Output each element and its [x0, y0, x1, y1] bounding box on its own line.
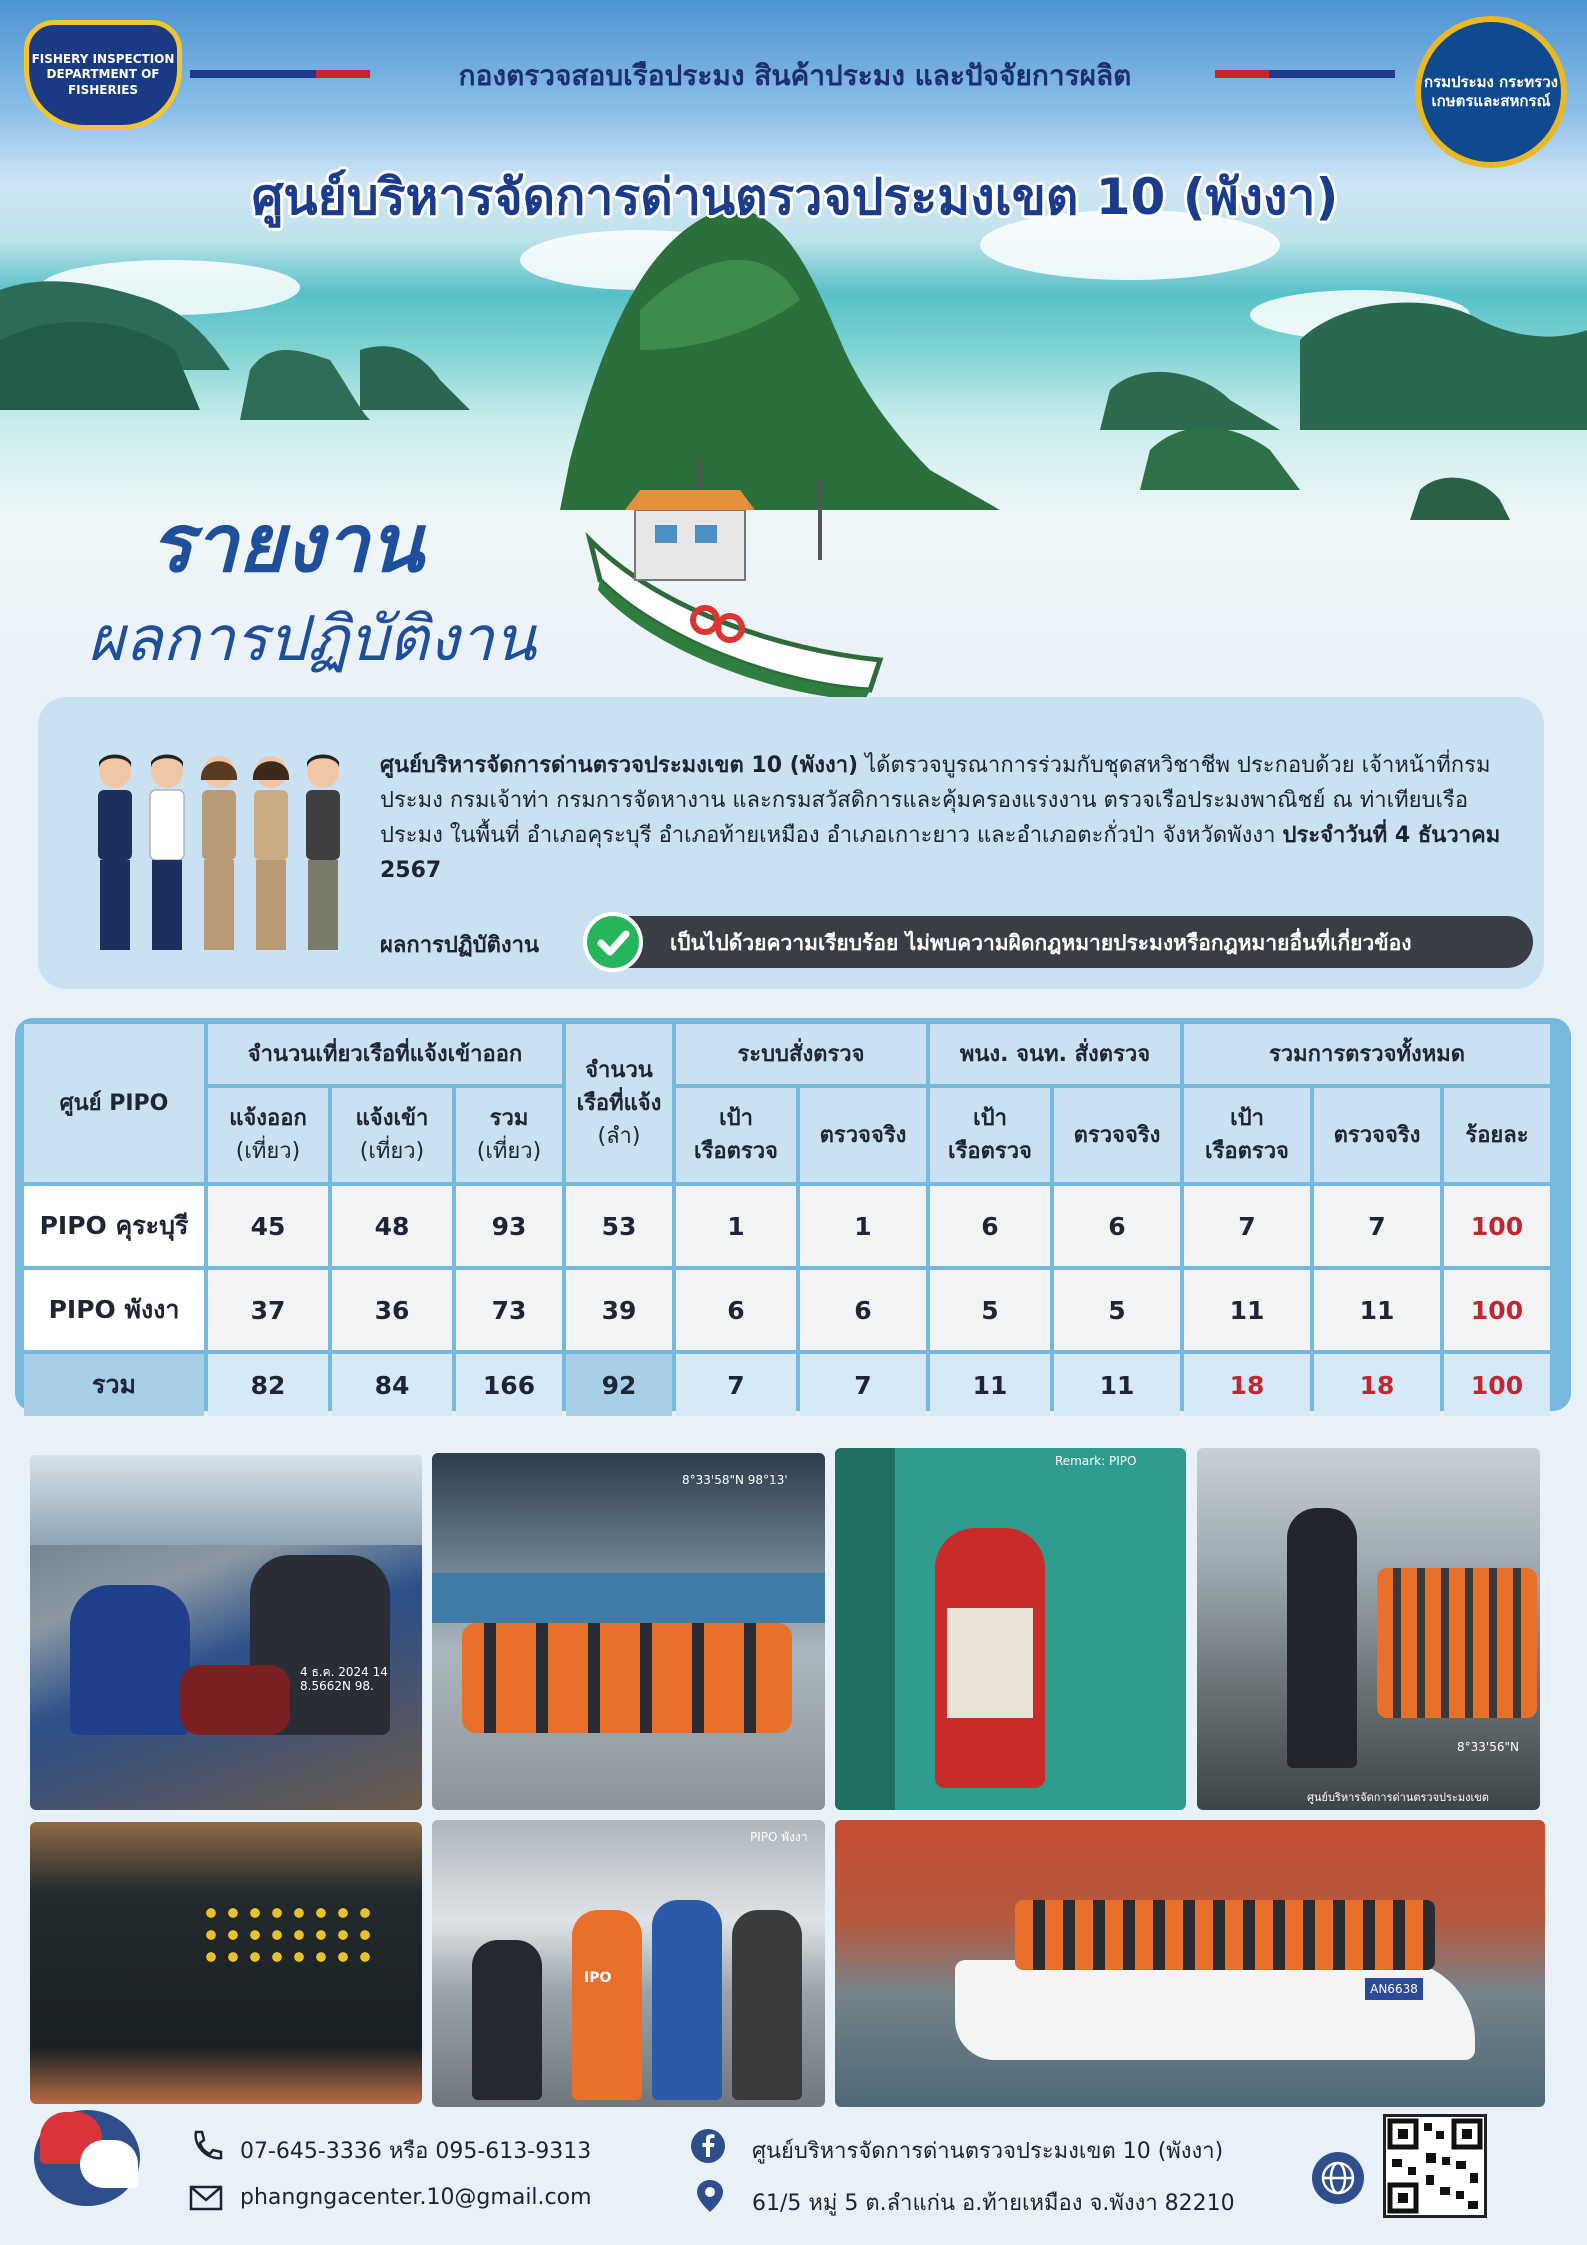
fishery-inspection-badge [24, 20, 182, 130]
result-text: เป็นไปด้วยความเรียบร้อย ไม่พบความผิดกฎหมายประมงหรือกฎหมายอื่นที่เกี่ยวข้อง [670, 931, 1412, 955]
header-center: ศูนย์ PIPO [24, 1024, 204, 1182]
header-off-actual: ตรวจจริง [1054, 1088, 1180, 1182]
header-bar-left [190, 70, 370, 78]
photo-fire-extinguisher: Remark: PIPO [835, 1448, 1186, 1810]
check-icon [583, 912, 643, 972]
header-bar-right [1215, 70, 1395, 78]
department-of-fisheries-seal [1415, 16, 1567, 168]
header-trips-in: แจ้งเข้า (เที่ยว) [332, 1088, 452, 1182]
inspection-stats-table [20, 1020, 1554, 1420]
header-all-actual: ตรวจจริง [1314, 1088, 1440, 1182]
photo-officers-talk: PIPO พังงา IPO [432, 1820, 825, 2107]
header-sys-target: เป้า เรือตรวจ [676, 1088, 796, 1182]
header-system-group: ระบบสั่งตรวจ [676, 1024, 926, 1084]
header-boats: จำนวน เรือที่แจ้ง (ลำ) [566, 1024, 672, 1182]
header-all-target: เป้า เรือตรวจ [1184, 1088, 1310, 1182]
address: 61/5 หมู่ 5 ต.ลำแก่น อ.ท้ายเหมือง จ.พังงา 82210 [752, 2191, 1235, 2216]
phone-icon [188, 2128, 224, 2164]
fishing-boat-illustration [580, 460, 900, 720]
photo-fishing-boat-crew: AN6638 [835, 1820, 1545, 2107]
table-total-row: รวม 82 84 166 92 7 7 11 11 18 18 100 [24, 1354, 1550, 1416]
header-trips-total: รวม (เที่ยว) [456, 1088, 562, 1182]
globe-icon [1312, 2152, 1364, 2204]
photo-crew-group: 8°33'58"N 98°13' [432, 1453, 825, 1810]
badge-right-text: กรมประมง กระทรวงเกษตรและสหกรณ์ [1424, 72, 1558, 110]
page-title: ศูนย์บริหารจัดการด่านตรวจประมงเขต 10 (พังงา) [251, 168, 1339, 226]
header-all-group: รวมการตรวจทั้งหมด [1184, 1024, 1550, 1084]
facebook-page: ศูนย์บริหารจัดการด่านตรวจประมงเขต 10 (พังงา) [752, 2139, 1224, 2164]
email-address: phangngacenter.10@gmail.com [240, 2185, 592, 2210]
info-date: ประจำวันที่ 4 ธันวาคม 2567 [380, 823, 1501, 883]
header-percent: ร้อยละ [1444, 1088, 1550, 1182]
header-off-target: เป้า เรือตรวจ [930, 1088, 1050, 1182]
info-org-name: ศูนย์บริหารจัดการด่านตรวจประมงเขต 10 (พังงา) [380, 753, 859, 778]
phone-number: 07-645-3336 หรือ 095-613-9313 [240, 2139, 592, 2164]
table-row: PIPO พังงา 37 36 73 39 6 6 5 5 11 11 100 [24, 1270, 1550, 1350]
facebook-icon [690, 2128, 726, 2164]
officers-illustration [90, 750, 360, 960]
mail-icon [188, 2180, 224, 2216]
qr-code [1383, 2114, 1487, 2218]
photo-document-check: 4 ธ.ค. 2024 14 8.5662N 98. [30, 1455, 422, 1810]
header-trips-group: จำนวนเที่ยวเรือที่แจ้งเข้าออก [208, 1024, 562, 1084]
chat-bubble-white [80, 2140, 138, 2188]
org-subtitle: กองตรวจสอบเรือประมง สินค้าประมง และปัจจัยการผลิต [458, 59, 1132, 92]
header-officer-group: พนง. จนท. สั่งตรวจ [930, 1024, 1180, 1084]
header-trips-out: แจ้งออก (เที่ยว) [208, 1088, 328, 1182]
report-heading: รายงาน [150, 496, 424, 590]
photo-pier-inspection: 8°33'56"N ศูนย์บริหารจัดการด่านตรวจประมงเขต [1197, 1448, 1540, 1810]
info-description [380, 748, 1510, 888]
result-label: ผลการปฏิบัติงาน [380, 933, 539, 958]
header-sys-actual: ตรวจจริง [800, 1088, 926, 1182]
badge-left-text: FISHERY INSPECTION DEPARTMENT OF FISHERIES [31, 51, 175, 97]
location-icon [692, 2178, 728, 2214]
table-row: PIPO คุระบุรี 45 48 93 53 1 1 6 6 7 7 100 [24, 1186, 1550, 1266]
report-subheading: ผลการปฏิบัติงาน [88, 602, 537, 675]
photo-fishing-net [30, 1822, 422, 2104]
info-body: ได้ตรวจบูรณาการร่วมกับชุดสหวิชาชีพ ประกอบด้วย เจ้าหน้าที่กรมประมง กรมเจ้าท่า กรมการจัดหางาน และกรมสวัสดิการและคุ้มครองแรงงาน ตรวจเรือประมงพาณิชย์ ณ ท่าเทียบเรือประมง ในพื้นที่ อำเภอคุระบุรี อำเภอท้ายเหมือง อำเภอเกาะยาว และอำเภอตะกั่วป่า จังหวัดพังงา [380, 753, 1491, 848]
